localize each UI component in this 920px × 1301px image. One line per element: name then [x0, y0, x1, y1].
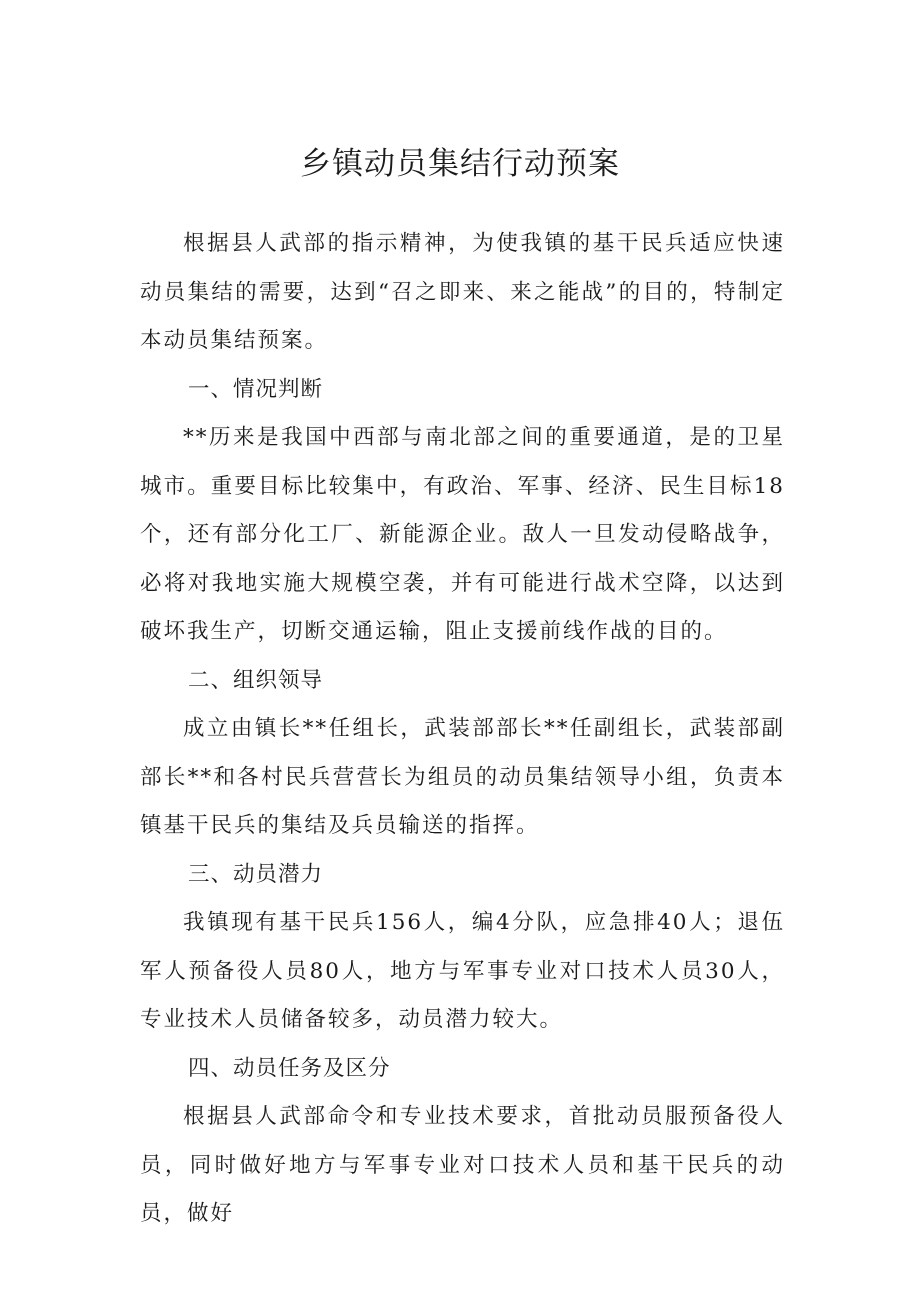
section-paragraph-tasks: 根据县人武部命令和专业技术要求，首批动员服预备役人员，同时做好地方与军事专业对口技术人员和基干民兵的动员，做好: [140, 1104, 785, 1226]
section-heading-situation: 一、情况判断: [188, 376, 324, 402]
section-heading-tasks: 四、动员任务及区分: [188, 1055, 391, 1081]
document-body: [140, 220, 785, 1239]
section-paragraph-potential: 我镇现有基干民兵156人，编4分队，应急排40人；退伍军人预备役人员80人，地方与军事专业对口技术人员30人，专业技术人员储备较多，动员潜力较大。: [140, 910, 785, 1032]
section-paragraph-situation: **历来是我国中西部与南北部之间的重要通道，是的卫星城市。重要目标比较集中，有政治、军事、经济、民生目标18个，还有部分化工厂、新能源企业。敌人一旦发动侵略战争，必将对我地实施大规模空袭，并有可能进行战术空降，以达到破坏我生产，切断交通运输，阻止支援前线作战的目的。: [140, 425, 785, 644]
document-title: 乡镇动员集结行动预案: [300, 146, 620, 182]
section-paragraph-leadership: 成立由镇长**任组长，武装部部长**任副组长，武装部副部长**和各村民兵营营长为组员的动员集结领导小组，负责本镇基干民兵的集结及兵员输送的指挥。: [140, 716, 785, 838]
section-heading-potential: 三、动员潜力: [188, 861, 324, 887]
section-heading-leadership: 二、组织领导: [188, 667, 324, 693]
intro-paragraph: 根据县人武部的指示精神，为使我镇的基干民兵适应快速动员集结的需要，达到“召之即来、来之能战”的目的，特制定本动员集结预案。: [140, 231, 785, 353]
